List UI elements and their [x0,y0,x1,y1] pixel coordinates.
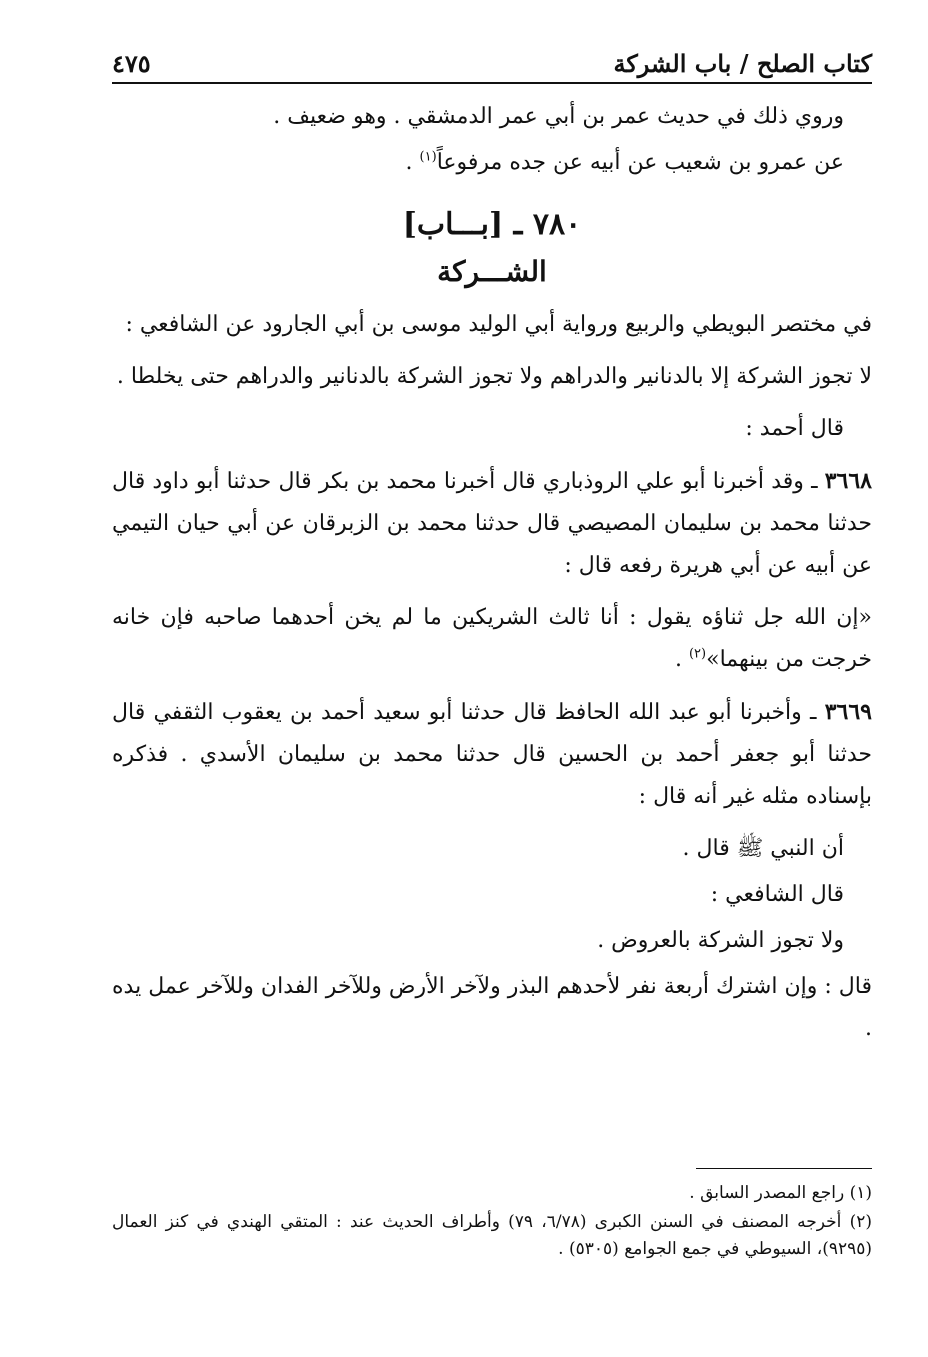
footnote-ref: (٢) [688,646,707,662]
quote-text: «إن الله جل ثناؤه يقول : أنا ثالث الشريكين ما لم يخن أحدهما صاحبه فإن خانه خرجت من بينهما» [112,605,872,672]
footnote-marker: (٢) [849,1212,873,1232]
footnotes [112,1180,872,1265]
hadith-number: ٣٦٦٩ [824,699,872,725]
footnote-text: أخرجه المصنف في السنن الكبرى (٦/٧٨، ٧٩) وأطراف الحديث عند : المتقي الهندي في كنز العمال (٩٢٩٥)، السيوطي في جمع الجوامع (٥٣٠٥) . [112,1212,872,1259]
footnote-2 [112,1209,872,1263]
footnote-divider [696,1168,872,1169]
paragraph: قال : وإن اشترك أربعة نفر لأحدهم البذر ولآخر الأرض وللآخر الفدان وللآخر عمل يده . [112,974,872,1041]
speaker-label: قال الشافعي : [710,882,844,907]
quote-end: . [674,647,689,672]
text-line-end: . [405,150,420,175]
main-text [112,96,872,1060]
text-line: أن النبي ﷺ قال . [682,836,844,861]
paragraph: في مختصر البويطي والربيع ورواية أبي الوليد موسى بن أبي الجارود عن الشافعي : [125,312,872,337]
hadith-text: ـ وأخبرنا أبو عبد الله الحافظ قال حدثنا أبو سعيد أحمد بن يعقوب الثقفي قال حدثنا أبو جعفر أحمد بن الحسين قال حدثنا محمد بن سليمان الأسدي . فذكره بإسناده مثله غير أنه قال : [112,700,872,809]
hadith-paragraph [112,460,872,587]
text-line [112,142,872,184]
hadith-text: ـ وقد أخبرنا أبو علي الروذباري قال أخبرنا محمد بن بكر قال حدثنا أبو داود قال حدثنا محمد بن سليمان المصيصي قال حدثنا محمد بن الزبرقان عن أبي حيان التيمي عن أبيه عن أبي هريرة رفعه قال : [112,469,872,578]
speaker-label: قال أحمد : [745,416,844,441]
text-line: وروي ذلك في حديث عمر بن أبي عمر الدمشقي . وهو ضعيف . [273,104,844,129]
page-header [112,32,872,84]
chapter-title: ٧٨٠ ـ [بـــاب] [402,207,582,242]
footnote-marker: (١) [849,1183,872,1203]
paragraph: لا تجوز الشركة إلا بالدنانير والدراهم ولا تجوز الشركة بالدنانير والدراهم حتى يخلطا . [116,364,872,389]
text-line-content: عن عمرو بن شعيب عن أبيه عن جده مرفوعاً [436,150,844,175]
quote-paragraph [112,597,872,681]
footnote-1 [112,1180,872,1207]
hadith-number: ٣٦٦٨ [824,468,872,494]
chapter-subtitle: الشـــركة [437,255,547,288]
page-number: ٤٧٥ [112,49,151,78]
running-title: كتاب الصلح / باب الشركة [613,49,872,78]
footnote-ref: (١) [419,149,437,165]
hadith-paragraph [112,691,872,818]
text-line: ولا تجوز الشركة بالعروض . [597,928,844,953]
footnote-text: راجع المصدر السابق . [689,1183,850,1203]
